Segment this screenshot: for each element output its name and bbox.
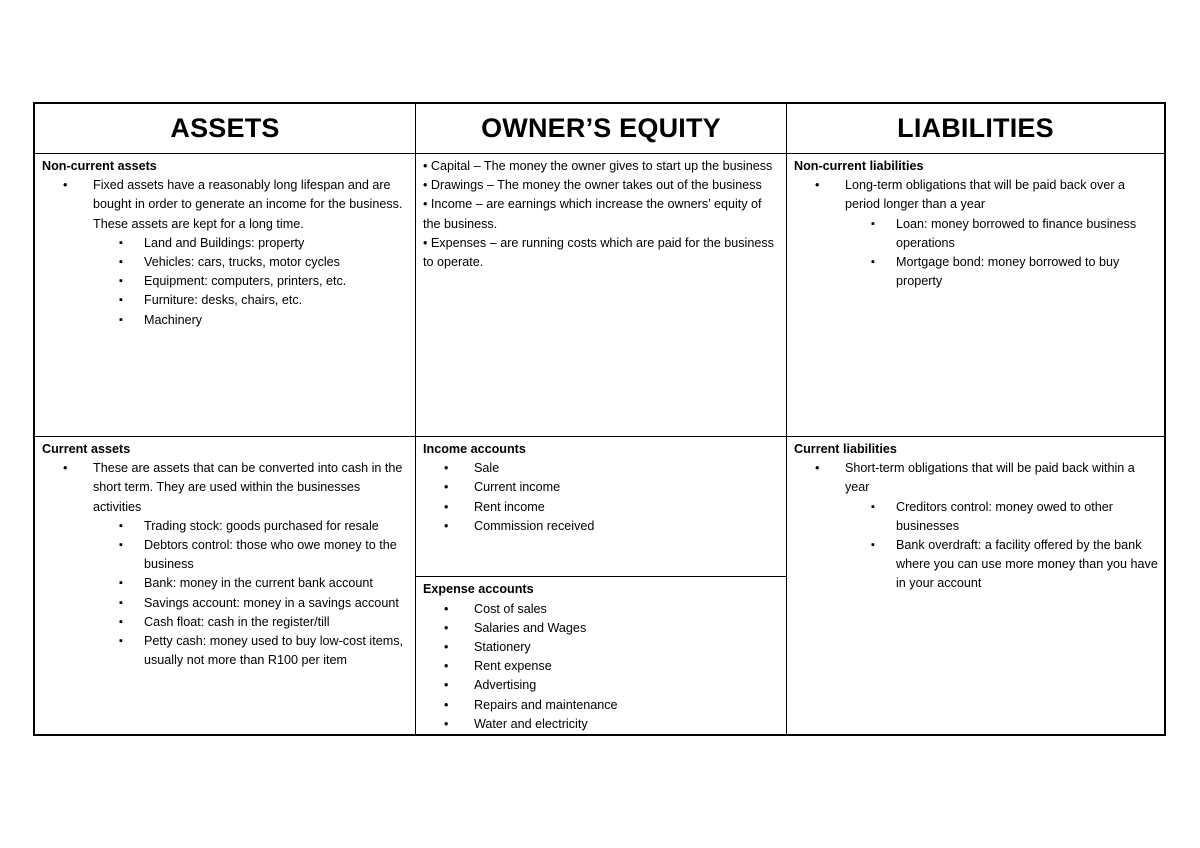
noncurrent-assets-sublist bbox=[93, 234, 409, 330]
noncurrent-liabilities-title: Non-current liabilities bbox=[794, 159, 924, 173]
noncurrent-assets-title: Non-current assets bbox=[42, 159, 157, 173]
list-item: • Rent income bbox=[423, 498, 780, 517]
list-item: ▪ Vehicles: cars, trucks, motor cycles bbox=[93, 253, 409, 272]
list-item: • Current income bbox=[423, 478, 780, 497]
current-assets-title: Current assets bbox=[42, 442, 131, 456]
noncurrent-assets-list bbox=[42, 176, 409, 330]
list-item: ▪ Bank overdraft: a facility offered by the bank where you can use more money than you have in your account bbox=[845, 536, 1158, 594]
noncurrent-assets-description: Fixed assets have a reasonably long lifespan and are bought in order to generate an income for the business. These assets are kept for a long time. bbox=[93, 178, 403, 231]
list-item: ▪ Cash float: cash in the register/till bbox=[93, 613, 409, 632]
current-assets-cell bbox=[35, 437, 416, 734]
current-assets-list bbox=[42, 459, 409, 670]
list-item: ▪ Mortgage bond: money borrowed to buy property bbox=[845, 253, 1158, 291]
list-item: ▪ Creditors control: money owed to other businesses bbox=[845, 498, 1158, 536]
list-item: ▪ Equipment: computers, printers, etc. bbox=[93, 272, 409, 291]
current-liabilities-list bbox=[794, 459, 1158, 593]
list-item bbox=[42, 459, 409, 670]
current-liabilities-description: Short-term obligations that will be paid back within a year bbox=[845, 461, 1135, 495]
list-item: ▪ Bank: money in the current bank account bbox=[93, 574, 409, 593]
accounting-summary-table bbox=[33, 102, 1166, 736]
assets-header: ASSETS bbox=[35, 104, 416, 154]
current-assets-description: These are assets that can be converted into cash in the short term. They are used within the businesses activities bbox=[93, 461, 403, 514]
current-liabilities-cell bbox=[787, 437, 1164, 734]
list-item: • Rent expense bbox=[423, 657, 780, 676]
noncurrent-assets-cell bbox=[35, 154, 416, 437]
list-item: • Sale bbox=[423, 459, 780, 478]
list-item: • Cost of sales bbox=[423, 600, 780, 619]
owners-equity-cell bbox=[416, 154, 787, 437]
list-item: ▪ Debtors control: those who owe money to the business bbox=[93, 536, 409, 574]
expense-accounts-title: Expense accounts bbox=[423, 582, 534, 597]
income-accounts-list bbox=[423, 459, 780, 536]
current-liabilities-title: Current liabilities bbox=[794, 442, 897, 456]
list-item bbox=[794, 459, 1158, 593]
owners-equity-header: OWNER’S EQUITY bbox=[416, 104, 787, 154]
expense-accounts-list bbox=[423, 600, 780, 734]
equity-item: • Drawings – The money the owner takes out of the business bbox=[423, 178, 762, 193]
equity-item: • Expenses – are running costs which are paid for the business to operate. bbox=[423, 235, 774, 270]
liabilities-header: LIABILITIES bbox=[787, 104, 1164, 154]
list-item: ▪ Land and Buildings: property bbox=[93, 234, 409, 253]
list-item: • Advertising bbox=[423, 676, 780, 695]
list-item: ▪ Furniture: desks, chairs, etc. bbox=[93, 291, 409, 310]
list-item bbox=[794, 176, 1158, 291]
income-expense-cell bbox=[416, 437, 787, 734]
expense-accounts-section bbox=[416, 577, 786, 734]
list-item: ▪ Trading stock: goods purchased for resale bbox=[93, 517, 409, 536]
list-item: ▪ Petty cash: money used to buy low-cost items, usually not more than R100 per item bbox=[93, 632, 409, 670]
list-item: • Commission received bbox=[423, 517, 780, 536]
current-liabilities-sublist bbox=[845, 498, 1158, 594]
list-item: • Repairs and maintenance bbox=[423, 696, 780, 715]
list-item bbox=[42, 176, 409, 330]
list-item: • Water and electricity bbox=[423, 715, 780, 734]
equity-item: • Income – are earnings which increase the owners’ equity of the business. bbox=[423, 197, 762, 231]
income-accounts-title: Income accounts bbox=[423, 442, 526, 456]
noncurrent-liabilities-cell bbox=[787, 154, 1164, 437]
list-item: ▪ Loan: money borrowed to finance business operations bbox=[845, 215, 1158, 253]
income-accounts-section bbox=[416, 437, 786, 577]
noncurrent-liabilities-list bbox=[794, 176, 1158, 291]
current-assets-sublist bbox=[93, 517, 409, 671]
list-item: ▪ Savings account: money in a savings account bbox=[93, 594, 409, 613]
list-item: • Salaries and Wages bbox=[423, 619, 780, 638]
noncurrent-liabilities-description: Long-term obligations that will be paid back over a period longer than a year bbox=[845, 178, 1126, 212]
equity-item: • Capital – The money the owner gives to start up the business bbox=[423, 159, 773, 173]
list-item: • Stationery bbox=[423, 638, 780, 657]
list-item: ▪ Machinery bbox=[93, 311, 409, 330]
noncurrent-liabilities-sublist bbox=[845, 215, 1158, 292]
